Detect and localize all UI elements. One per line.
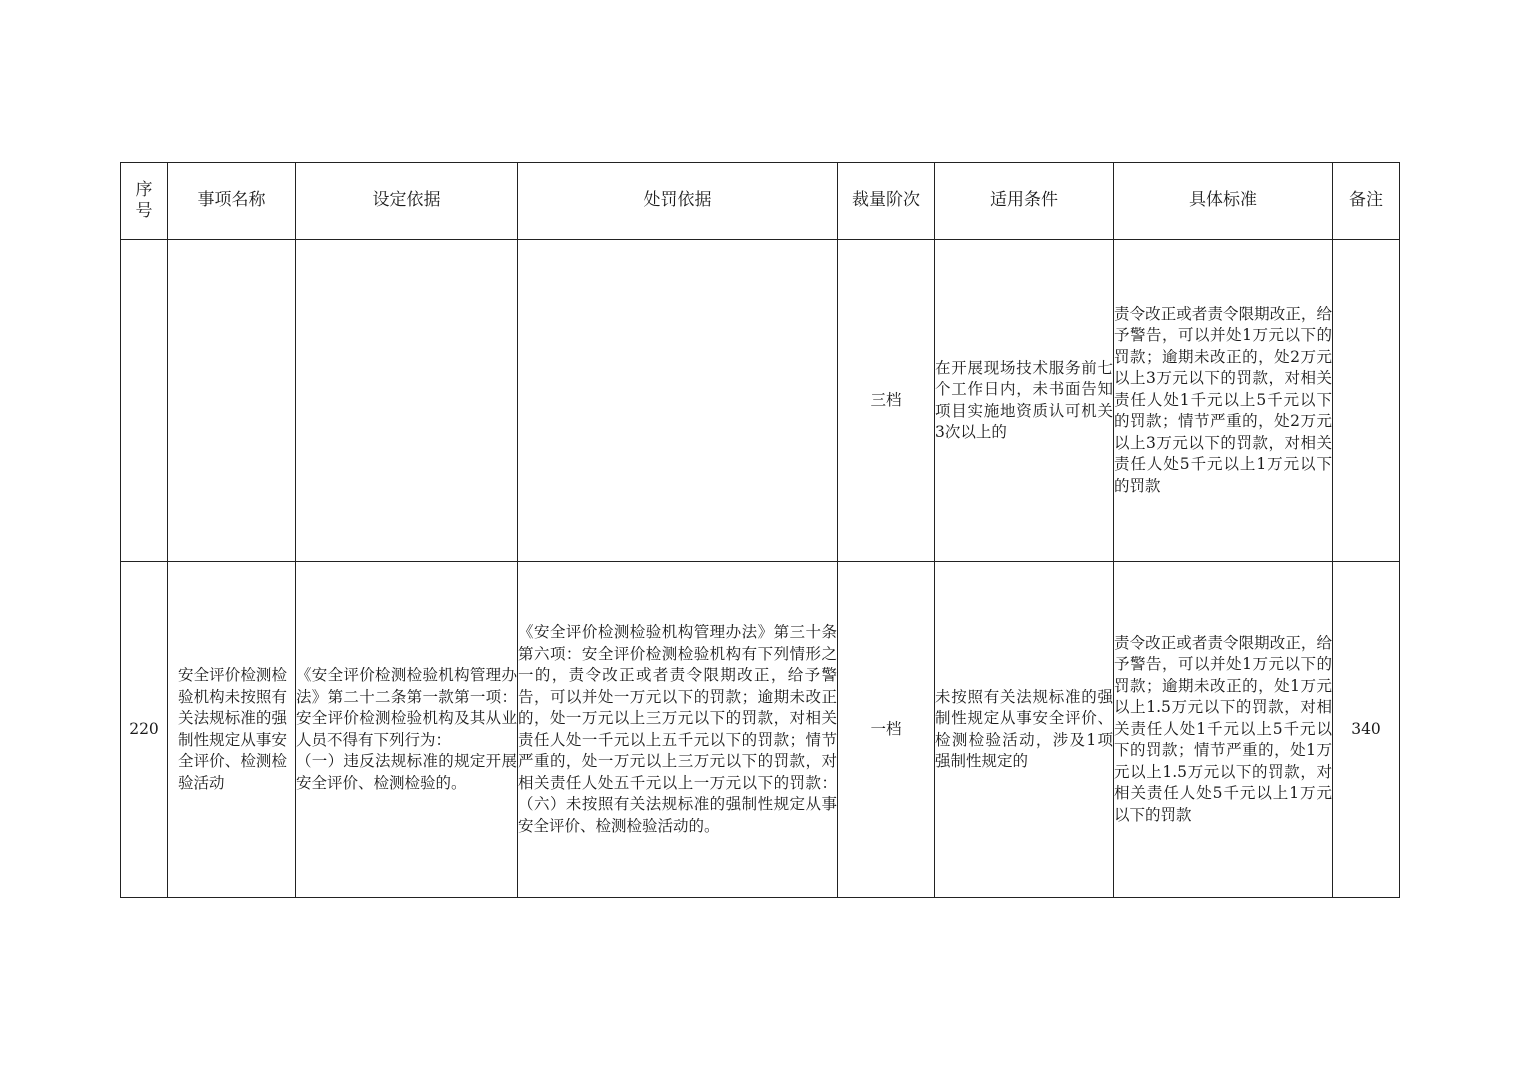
header-seq: 序 号 [121,163,168,240]
cell-standard: 责令改正或者责令限期改正，给予警告，可以并处1万元以下的罚款；逾期未改正的，处2万元以上3万元以下的罚款，对相关责任人处1千元以上5千元以下的罚款；情节严重的，处2万元以上3万元以下的罚款，对相关责任人处5千元以上1万元以下的罚款 [1114,240,1333,562]
cell-seq [121,240,168,562]
header-remark: 备注 [1333,163,1400,240]
header-penalty-basis: 处罚依据 [518,163,838,240]
header-item-name: 事项名称 [168,163,296,240]
cell-condition: 未按照有关法规标准的强制性规定从事安全评价、检测检验活动，涉及1项强制性规定的 [935,562,1114,898]
cell-basis [296,240,518,562]
cell-remark [1333,240,1400,562]
table-row [121,562,1400,898]
table-row [121,240,1400,562]
header-standard: 具体标准 [1114,163,1333,240]
penalty-discretion-table [120,162,1400,898]
cell-level: 三档 [838,240,935,562]
header-condition: 适用条件 [935,163,1114,240]
cell-standard: 责令改正或者责令限期改正，给予警告，可以并处1万元以下的罚款；逾期未改正的，处1万元以上1.5万元以下的罚款，对相关责任人处1千元以上5千元以下的罚款；情节严重的，处1万元以上1.5万元以下的罚款，对相关责任人处5千元以上1万元以下的罚款 [1114,562,1333,898]
cell-basis: 《安全评价检测检验机构管理办法》第二十二条第一款第一项：安全评价检测检验机构及其从业人员不得有下列行为： （一）违反法规标准的规定开展安全评价、检测检验的。 [296,562,518,898]
cell-penalty-basis [518,240,838,562]
header-basis: 设定依据 [296,163,518,240]
cell-item-name [168,240,296,562]
cell-level: 一档 [838,562,935,898]
cell-condition: 在开展现场技术服务前七个工作日内，未书面告知项目实施地资质认可机关3次以上的 [935,240,1114,562]
cell-item-name: 安全评价检测检验机构未按照有关法规标准的强制性规定从事安全评价、检测检验活动 [168,562,296,898]
cell-penalty-basis: 《安全评价检测检验机构管理办法》第三十条第六项：安全评价检测检验机构有下列情形之一的，责令改正或者责令限期改正，给予警告，可以并处一万元以下的罚款；逾期未改正的，处一万元以上三万元以下的罚款，对相关责任人处一千元以上五千元以下的罚款；情节严重的，处一万元以上三万元以下的罚款，对相关责任人处五千元以上一万元以下的罚款：（六）未按照有关法规标准的强制性规定从事安全评价、检测检验活动的。 [518,562,838,898]
cell-seq: 220 [121,562,168,898]
table-header-row [121,163,1400,240]
header-level: 裁量阶次 [838,163,935,240]
cell-remark: 340 [1333,562,1400,898]
